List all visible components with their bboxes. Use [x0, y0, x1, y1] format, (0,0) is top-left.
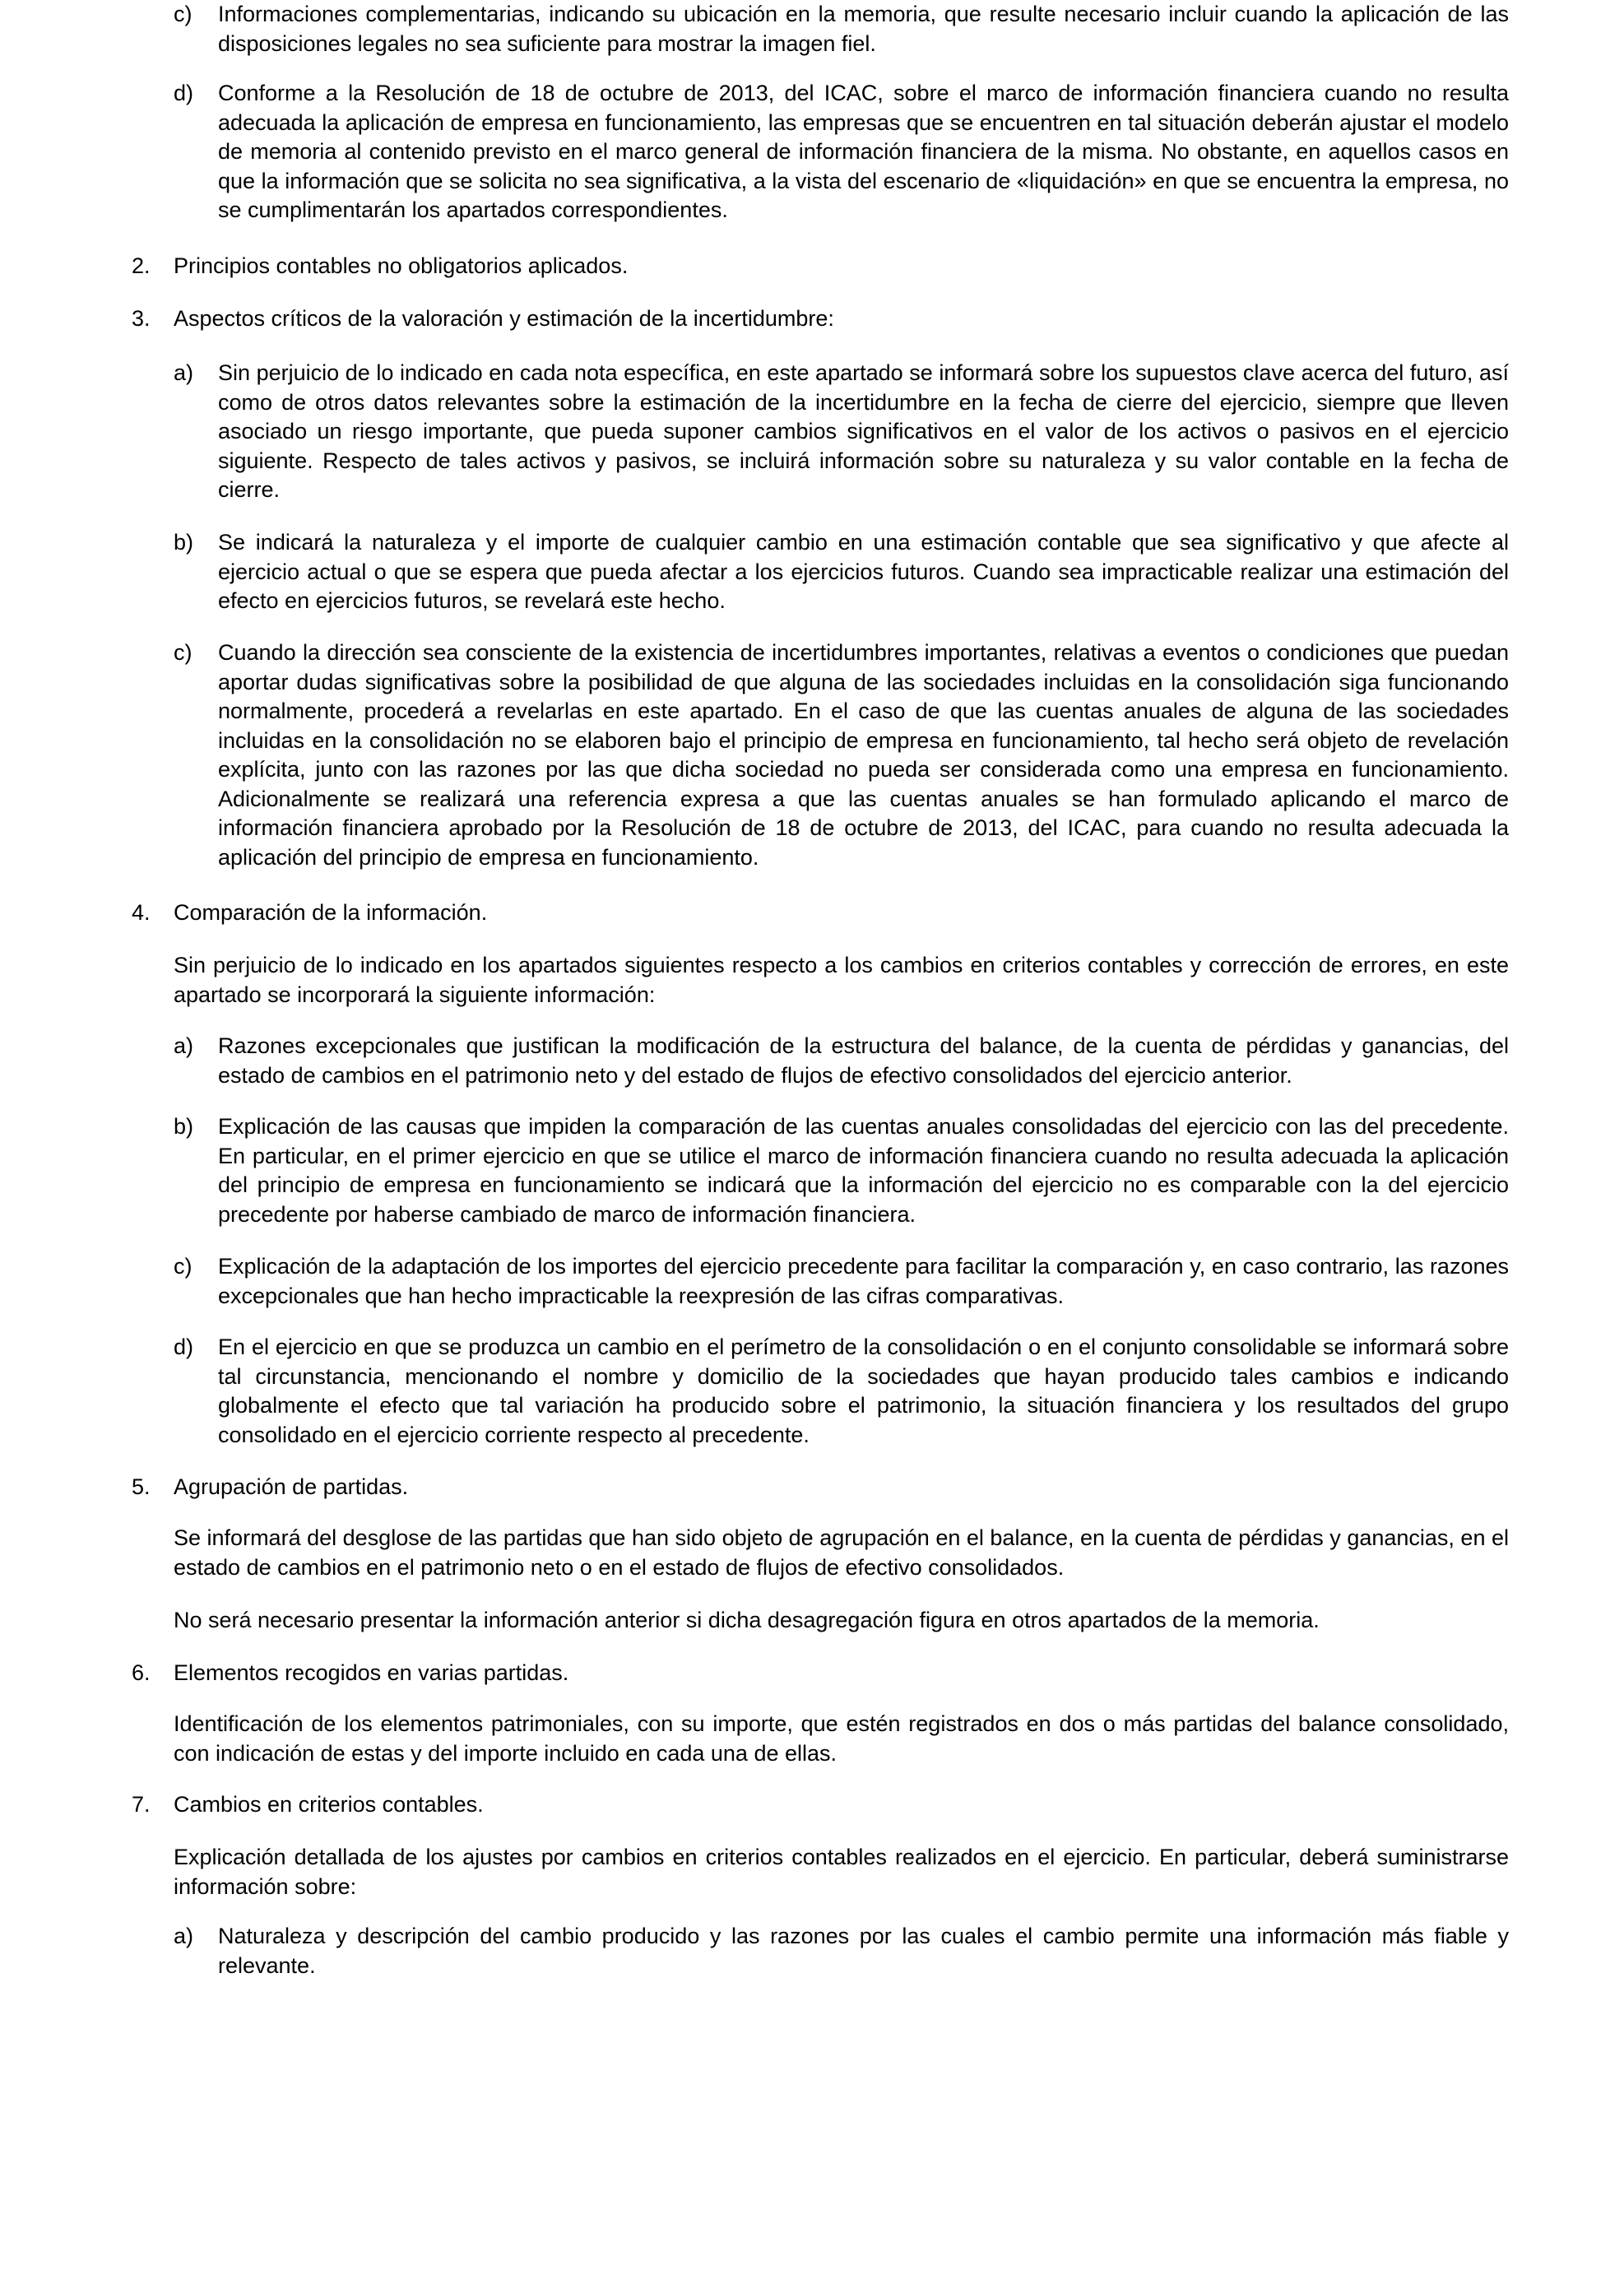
item-text: Conforme a la Resolución de 18 de octubre de 2013, del ICAC, sobre el marco de información financiera cuando no resulta adecuada la aplicación de empresa en funcionamiento, las empresas que se encuentren en tal situación deberán ajustar el modelo de memoria al contenido previsto en el marco general de información financiera de la misma. No obstante, en aquellos casos en que la información que se solicita no sea significativa, a la vista del escenario de «liquidación» en que se encuentra la empresa, no se cumplimentarán los apartados correspondientes.: [218, 81, 1509, 222]
item-label: d): [174, 1335, 194, 1359]
paragraph: Explicación detallada de los ajustes por cambios en criterios contables realizados en el ejercicio. En particular, deberá suministrarse información sobre:: [174, 1845, 1509, 1899]
paragraph: Identificación de los elementos patrimoniales, con su importe, que estén registrados en dos o más partidas del balance consolidado, con indicación de estas y del importe incluido en cada una de ellas.: [174, 1711, 1509, 1766]
section-title: Agrupación de partidas.: [174, 1474, 409, 1499]
section-number: 2.: [132, 253, 151, 278]
item-label: c): [174, 1254, 193, 1279]
section-title: Cambios en criterios contables.: [174, 1792, 484, 1817]
section-title: Aspectos críticos de la valoración y estimación de la incertidumbre:: [174, 306, 834, 331]
item-label: a): [174, 1033, 194, 1058]
paragraph: No será necesario presentar la información anterior si dicha desagregación figura en otros apartados de la memoria.: [174, 1608, 1320, 1632]
section-number: 5.: [132, 1474, 151, 1499]
item-text: Cuando la dirección sea consciente de la existencia de incertidumbres importantes, relativas a eventos o condiciones que puedan aportar dudas significativas sobre la posibilidad de que alguna de las sociedades incluidas en la consolidación siga funcionando normalmente, procederá a revelarlas en este apartado. En el caso de que las cuentas anuales de alguna de las sociedades incluidas en la consolidación no se elaboren bajo el principio de empresa en funcionamiento, tal hecho será objeto de revelación explícita, junto con las razones por las que dicha sociedad no pueda ser considerada como una empresa en funcionamiento. Adicionalmente se realizará una referencia expresa a que las cuentas anuales se han formulado aplicando el marco de información financiera aprobado por la Resolución de 18 de octubre de 2013, del ICAC, para cuando no resulta adecuada la aplicación del principio de empresa en funcionamiento.: [218, 640, 1509, 870]
item-label: d): [174, 81, 194, 105]
item-text: En el ejercicio en que se produzca un cambio en el perímetro de la consolidación o en el conjunto consolidable se informará sobre tal circunstancia, mencionando el nombre y domicilio de la sociedades que hayan producido tales cambios e indicando globalmente el efecto que tal variación ha producido sobre el patrimonio, la situación financiera y los resultados del grupo consolidado en el ejercicio corriente respecto al precedente.: [218, 1335, 1509, 1447]
section-title: Elementos recogidos en varias partidas.: [174, 1660, 569, 1685]
section-title: Comparación de la información.: [174, 900, 488, 925]
section-number: 3.: [132, 306, 151, 331]
paragraph: Se informará del desglose de las partidas que han sido objeto de agrupación en el balance, en la cuenta de pérdidas y ganancias, en el estado de cambios en el patrimonio neto o en el estado de flujos de efectivo consolidados.: [174, 1525, 1509, 1580]
paragraph: Sin perjuicio de lo indicado en los apartados siguientes respecto a los cambios en criterios contables y corrección de errores, en este apartado se incorporará la siguiente información:: [174, 953, 1509, 1007]
item-label: c): [174, 2, 193, 26]
item-label: b): [174, 1114, 194, 1139]
section-number: 4.: [132, 900, 151, 925]
item-text: Informaciones complementarias, indicando su ubicación en la memoria, que resulte necesario incluir cuando la aplicación de las disposiciones legales no sea suficiente para mostrar la imagen fiel.: [218, 2, 1509, 56]
item-text: Naturaleza y descripción del cambio producido y las razones por las cuales el cambio permite una información más fiable y relevante.: [218, 1924, 1509, 1978]
item-text: Se indicará la naturaleza y el importe de cualquier cambio en una estimación contable que sea significativo y que afecte al ejercicio actual o que se espera que pueda afectar a los ejercicios futuros. Cuando sea impracticable realizar una estimación del efecto en ejercicios futuros, se revelará este hecho.: [218, 530, 1509, 613]
item-label: a): [174, 360, 194, 385]
item-text: Explicación de la adaptación de los importes del ejercicio precedente para facilitar la comparación y, en caso contrario, las razones excepcionales que han hecho impracticable la reexpresión de las cifras comparativas.: [218, 1254, 1509, 1308]
item-text: Explicación de las causas que impiden la comparación de las cuentas anuales consolidadas del ejercicio con las del precedente. En particular, en el primer ejercicio en que se utilice el marco de información financiera cuando no resulta adecuada la aplicación del principio de empresa en funcionamiento se indicará que la información del ejercicio no es comparable con la del ejercicio precedente por haberse cambiado de marco de información financiera.: [218, 1114, 1509, 1227]
item-label: c): [174, 640, 193, 665]
section-number: 7.: [132, 1792, 151, 1817]
item-text: Razones excepcionales que justifican la modificación de la estructura del balance, de la cuenta de pérdidas y ganancias, del estado de cambios en el patrimonio neto y del estado de flujos de efectivo consolidados del ejercicio anterior.: [218, 1033, 1509, 1088]
section-title: Principios contables no obligatorios aplicados.: [174, 253, 629, 278]
item-text: Sin perjuicio de lo indicado en cada nota específica, en este apartado se informará sobre los supuestos clave acerca del futuro, así como de otros datos relevantes sobre la estimación de la incertidumbre en la fecha de cierre del ejercicio, siempre que lleven asociado un riesgo importante, que pueda suponer cambios significativos en el valor de los activos o pasivos en el ejercicio siguiente. Respecto de tales activos y pasivos, se incluirá información sobre su naturaleza y su valor contable en la fecha de cierre.: [218, 360, 1509, 502]
section-number: 6.: [132, 1660, 151, 1685]
item-label: b): [174, 530, 194, 555]
item-label: a): [174, 1924, 194, 1948]
